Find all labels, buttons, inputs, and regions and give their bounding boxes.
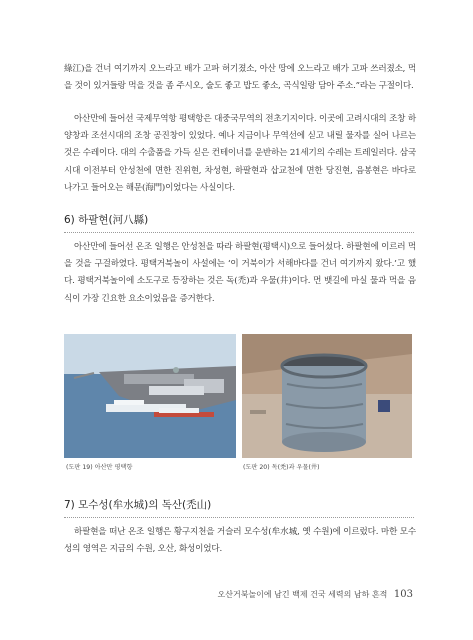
figure-19-caption: (도판 19) 아산만 평택항 (66, 464, 133, 471)
figure-port-photo (64, 334, 236, 458)
well-photo-image (242, 334, 412, 458)
paragraph-4: 하팔현을 떠난 온조 일행은 황구지천을 거슬러 모수성(牟水城, 옛 수원)에 이르렀다. 마한 모수성의 영역은 지금의 수원, 오산, 화성이었다. (64, 527, 416, 555)
port-photo-image (64, 334, 236, 458)
page-footer (218, 589, 413, 600)
paragraph-3: 아산만에 들어선 온조 일행은 안성천을 따라 하팔현(평택시)으로 들어섰다. 하팔현에 이르러 먹을 것을 구걸하였다. 평택거북놀이 사설에는 ‘이 거북이가 서해바다를 건너 여기까지 왔다.’고 했다. 평택거북놀이에 소도구로 등장하는 것은 독(禿)과 우물(井)이다. 먼 뱃길에 마실 물과 먹을 음식이 가장 긴요한 요소이었음을 증거한다. (64, 242, 417, 304)
heading-divider (64, 232, 414, 233)
figure-well-photo (242, 334, 412, 458)
paragraph-1: 綠江)을 건너 여기까지 오느라고 배가 고파 허기졌소, 아산 땅에 오느라고 배가 고파 쓰러졌소, 먹을 것이 있거들랑 먹을 것을 좀 주시오, 술도 좋고 밥도 좋소, 곡식일랑 담아 주소.”라는 구절이다. (64, 64, 416, 92)
section-heading-6: 6) 하팔현(河八縣) (64, 214, 149, 226)
figure-20-caption: (도판 20) 독(禿)과 우물(井) (243, 464, 320, 471)
section-heading-7: 7) 모수성(牟水城)의 독산(禿山) (64, 499, 212, 511)
heading-divider (64, 517, 414, 518)
running-title: 오산거북놀이에 남긴 백제 건국 세력의 남하 흔적 (217, 590, 388, 599)
paragraph-2: 아산만에 들어선 국제무역항 평택항은 대중국무역의 전초기지이다. 이곳에 고려시대의 조창 하양창과 조선시대의 조창 공진창이 있었다. 예나 지금이나 무역선에 싣고 내릴 물자를 실어 나르는 것은 수레이다. 대의 수출품을 가득 싣은 컨테이너를 운반하는 21세기의 수레는 트레일러다. 삼국시대 이전부터 안성천에 면한 진위현, 차성현, 하팔현과 삽교천에 면한 당진현, 음봉현은 바다로 나가고 들어오는 해문(海門)이었다는 사실이다. (64, 114, 416, 193)
page-number: 103 (393, 589, 413, 600)
